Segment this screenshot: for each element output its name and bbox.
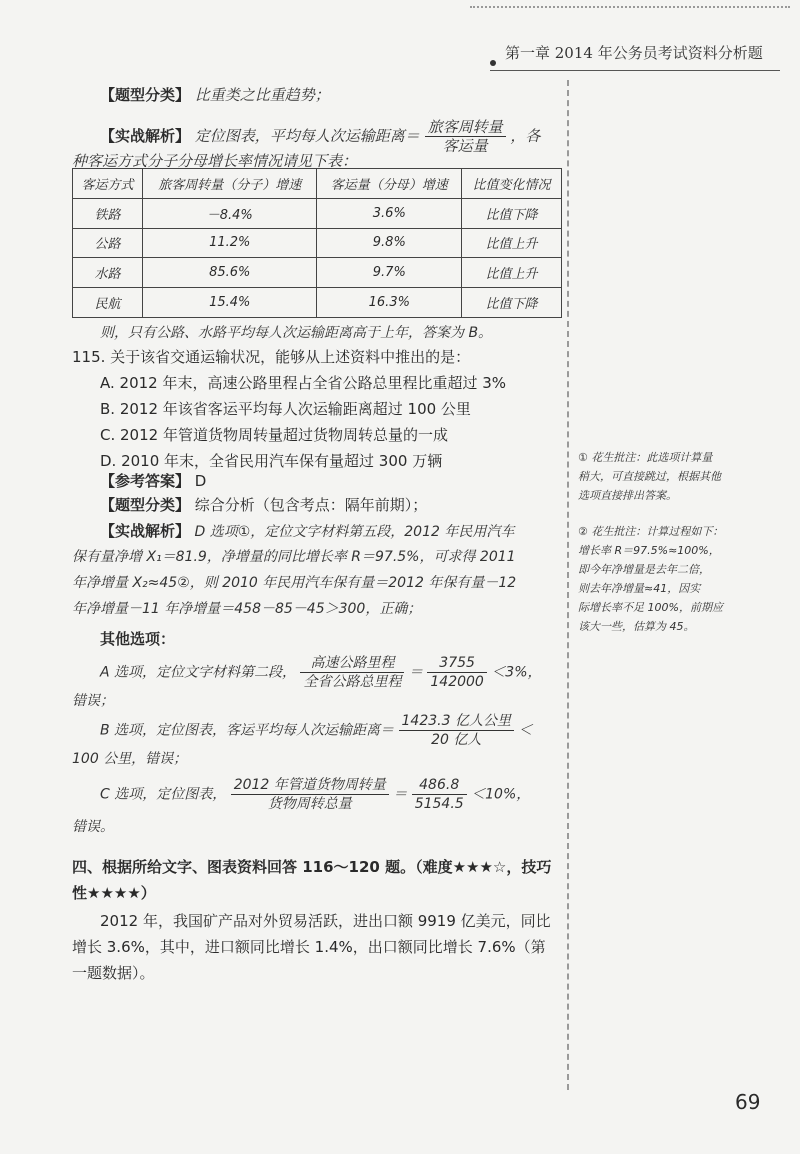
analysis-line-1: 【实战解析】 定位图表，平均每人次运输距离＝ $\frac{\text{旅客周转量}}{\text{客运量}}$ ，各 — [100, 118, 541, 155]
type-value: 综合分析（包含考点：隔年前期）； — [194, 496, 428, 514]
side-note-1: ① 花生批注：此选项计算量 稍大，可直接跳过，根据其他 选项直接排出答案。 — [578, 451, 721, 502]
table-cell: 比值下降 — [462, 198, 562, 228]
section-para-line-2: 增长 3.6%，其中，进口额同比增长 1.4%，出口额同比增长 7.6%（第 — [72, 938, 546, 956]
section-para-line-1: 2012 年，我国矿产品对外贸易活跃，进出口额 9919 亿美元，同比 — [100, 912, 551, 930]
type-value: 比重类之比重趋势； — [194, 86, 330, 104]
table-cell: 民航 — [73, 288, 143, 318]
table-cell: 85.6% — [143, 258, 317, 288]
answer-label: 【参考答案】 — [100, 472, 191, 490]
table-cell: 16.3% — [317, 288, 462, 318]
section-heading-line-1: 四、根据所给文字、图表资料回答 116～120 题。（难度★★★☆，技巧 — [72, 858, 552, 876]
option-c: C. 2012 年管道货物周转量超过货物周转总量的一成 — [100, 426, 448, 444]
explain-b: B 选项，定位图表，客运平均每人次运输距离＝ $\frac{\text{1423.3 亿人公里}}{\text{20 亿人}}$ ＜ — [100, 713, 533, 748]
other-options-label: 其他选项： — [100, 630, 176, 648]
explain-b-line2: 100 公里，错误； — [72, 751, 188, 767]
explain-c: C 选项，定位图表， $\frac{\text{2012 年管道货物周转量}}{\text{货物周转总量}}$ ＝ $\frac{486.8}{5154.5}$ ＜10%， — [100, 777, 531, 812]
table-cell: 15.4% — [143, 288, 317, 318]
running-header: 第一章 2014 年公务员考试资料分析题 — [505, 44, 763, 62]
answer-line — [100, 470, 206, 491]
table-cell: 11.2% — [143, 228, 317, 258]
table-header: 比值变化情况 — [462, 169, 562, 199]
q115-analysis-line-3: 年净增量 X₂≈45②，则 2010 年民用汽车保有量＝2012 年保有量－12 — [72, 575, 517, 591]
side-note-2: ② 花生批注：计算过程如下： 增长率 R＝97.5%≈100%， 即今年净增量是去年二倍， 则去年净增量≈41，因实 际增长率不足 100%，前期应 该大一些，估算为 45。 — [578, 525, 724, 633]
option-b: B. 2012 年该省客运平均每人次运输距离超过 100 公里 — [100, 400, 471, 418]
analysis-text: 定位图表，平均每人次运输距离＝ — [194, 127, 420, 145]
table-cell: 水路 — [73, 258, 143, 288]
table-row — [73, 198, 562, 228]
table-header-row — [73, 169, 562, 199]
fraction-a2: $\frac{3755}{142000}$ — [427, 654, 486, 691]
q115-analysis-line-2: 保有量净增 X₁＝81.9，净增量的同比增长率 R＝97.5%，可求得 2011 — [72, 549, 516, 565]
header-rule — [490, 70, 780, 71]
table-cell: 9.8% — [317, 228, 462, 258]
analysis-label: 【实战解析】 — [100, 127, 191, 145]
analysis-fraction: $\frac{\text{旅客周转量}}{\text{客运量}}$ — [425, 118, 506, 155]
fraction-b: $\frac{\text{1423.3 亿人公里}}{\text{20 亿人}}$ — [399, 712, 514, 749]
analysis-line-2: 种客运方式分子分母增长率情况请见下表： — [72, 152, 358, 170]
option-d: D. 2010 年末，全省民用汽车保有量超过 300 万辆 — [100, 452, 443, 470]
fraction-c2: $\frac{486.8}{5154.5}$ — [412, 776, 467, 813]
table-cell: 比值下降 — [462, 288, 562, 318]
type-label: 【题型分类】 — [100, 86, 191, 104]
section-heading-line-2: 性★★★★） — [72, 884, 156, 902]
margin-divider — [567, 80, 569, 1090]
table-cell: 铁路 — [73, 198, 143, 228]
table-row — [73, 288, 562, 318]
page-number: 69 — [735, 1090, 761, 1114]
q115-analysis-line-4: 年净增量－11 年净增量＝458－85－45＞300，正确； — [72, 601, 422, 617]
q115-type-line — [100, 494, 427, 515]
analysis-text: D 选项①，定位文字材料第五段，2012 年民用汽车 — [194, 524, 515, 540]
table-header: 旅客周转量（分子）增速 — [143, 169, 317, 199]
table-row — [73, 228, 562, 258]
q115-analysis-line-1 — [100, 520, 514, 541]
explain-a-verdict: 错误； — [72, 693, 114, 709]
table-header: 客运量（分母）增速 — [317, 169, 462, 199]
header-dotted-rule — [470, 6, 790, 12]
section-para-line-3: 一题数据）。 — [72, 964, 155, 982]
growth-table — [72, 168, 562, 318]
table-cell: －8.4% — [143, 198, 317, 228]
answer-value: D — [194, 472, 207, 490]
header-bullet — [490, 60, 496, 66]
table-cell: 比值上升 — [462, 228, 562, 258]
table-cell: 公路 — [73, 228, 143, 258]
table-cell: 比值上升 — [462, 258, 562, 288]
type-line-1 — [100, 84, 330, 105]
option-a: A. 2012 年末，高速公路里程占全省公路总里程比重超过 3% — [100, 374, 507, 392]
conclusion-line: 则，只有公路、水路平均每人次运输距离高于上年，答案为 B。 — [100, 325, 493, 341]
type-label: 【题型分类】 — [100, 496, 191, 514]
table-header: 客运方式 — [73, 169, 143, 199]
explain-a: A 选项，定位文字材料第二段， $\frac{\text{高速公路里程}}{\text{全省公路总里程}}$ ＝ $\frac{3755}{142000}$ ＜3%， — [100, 655, 542, 690]
analysis-label: 【实战解析】 — [100, 522, 191, 540]
fraction-a1: $\frac{\text{高速公路里程}}{\text{全省公路总里程}}$ — [300, 654, 404, 691]
table-cell: 3.6% — [317, 198, 462, 228]
table-cell: 9.7% — [317, 258, 462, 288]
table-row — [73, 258, 562, 288]
explain-c-verdict: 错误。 — [72, 819, 114, 835]
question-stem: 115. 关于该省交通运输状况，能够从上述资料中推出的是： — [72, 348, 471, 366]
fraction-c1: $\frac{\text{2012 年管道货物周转量}}{\text{货物周转总量}}$ — [231, 776, 389, 813]
